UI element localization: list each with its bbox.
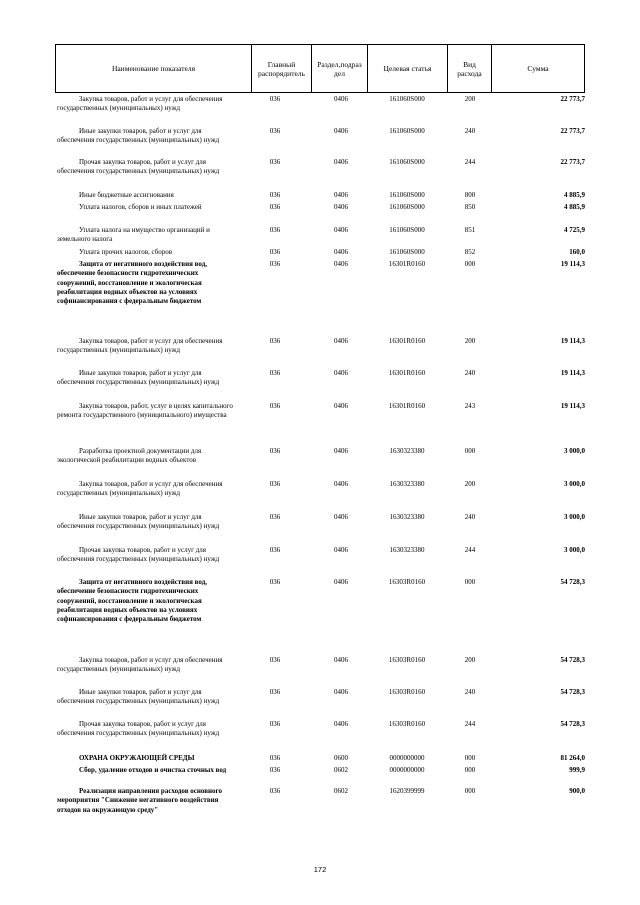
row-glavny: 036 [269, 248, 281, 256]
row-razdel: 0406 [334, 226, 348, 234]
table-header [55, 44, 585, 93]
row-sum: 3 000,0 [564, 546, 585, 554]
row-vid: 000 [464, 754, 476, 762]
row-razdel: 0406 [334, 203, 348, 211]
row-vid: 000 [464, 787, 476, 795]
row-vid: 000 [464, 578, 476, 586]
header-vid: Вид расхода [448, 45, 492, 92]
row-name: Прочая закупка товаров, работ и услуг для обеспечения государственных (муниципальных) нужд [57, 546, 220, 564]
row-vid: 244 [464, 546, 476, 554]
row-razdel: 0406 [334, 720, 348, 728]
row-target: 161060S000 [389, 203, 425, 211]
row-vid: 200 [464, 95, 476, 103]
row-glavny: 036 [269, 766, 281, 774]
row-vid: 000 [464, 447, 476, 455]
row-razdel: 0406 [334, 656, 348, 664]
row-target: 1630323380 [389, 480, 425, 488]
row-sum: 4 725,9 [564, 226, 585, 234]
row-glavny: 036 [269, 720, 281, 728]
row-glavny: 036 [269, 158, 281, 166]
row-sum: 999,9 [569, 766, 585, 774]
row-glavny: 036 [269, 480, 281, 488]
row-sum: 19 114,3 [560, 369, 585, 377]
row-name: Иные закупки товаров, работ и услуг для обеспечения государственных (муниципальных) нужд [57, 688, 220, 706]
row-name: Закупка товаров, работ и услуг для обеспечения государственных (муниципальных) нужд [57, 480, 223, 498]
row-sum: 22 773,7 [560, 127, 585, 135]
row-name: Закупка товаров, работ и услуг для обеспечения государственных (муниципальных) нужд [57, 95, 223, 113]
row-vid: 200 [464, 656, 476, 664]
row-name: Уплата налогов, сборов и иных платежей [79, 203, 202, 211]
row-target: 161060S000 [389, 95, 425, 103]
row-glavny: 036 [269, 402, 281, 410]
row-razdel: 0602 [334, 766, 348, 774]
row-vid: 000 [464, 766, 476, 774]
row-glavny: 036 [269, 337, 281, 345]
row-vid: 240 [464, 369, 476, 377]
row-target: 16301R0160 [388, 402, 426, 410]
row-name: Защита от негативного воздействия вод, обеспечение безопасности гидротехнических сооружений, восстановление и экологическая реабилитация водных объектов на условиях софинансирования с федеральным бюджетом [57, 578, 208, 624]
header-name: Наименование показателя [56, 45, 252, 92]
row-vid: 852 [464, 248, 476, 256]
row-name: Закупка товаров, работ и услуг для обеспечения государственных (муниципальных) нужд [57, 656, 223, 674]
row-target: 1630323380 [389, 447, 425, 455]
row-glavny: 036 [269, 369, 281, 377]
row-sum: 900,0 [569, 787, 585, 795]
row-target: 0000000000 [389, 766, 425, 774]
row-glavny: 036 [269, 203, 281, 211]
row-target: 16301R0160 [388, 337, 426, 345]
row-target: 161060S000 [389, 127, 425, 135]
row-target: 161060S000 [389, 248, 425, 256]
row-razdel: 0406 [334, 248, 348, 256]
row-razdel: 0406 [334, 578, 348, 586]
row-sum: 54 728,3 [560, 688, 585, 696]
row-glavny: 036 [269, 513, 281, 521]
row-sum: 3 000,0 [564, 513, 585, 521]
row-vid: 240 [464, 127, 476, 135]
row-sum: 160,0 [569, 248, 585, 256]
row-glavny: 036 [269, 787, 281, 795]
row-name: Уплата прочих налогов, сборов [79, 248, 173, 256]
row-target: 16303R0160 [388, 656, 426, 664]
row-razdel: 0406 [334, 480, 348, 488]
row-glavny: 036 [269, 546, 281, 554]
header-glavny: Главный распорядитель [252, 45, 312, 92]
row-razdel: 0406 [334, 402, 348, 410]
row-target: 16303R0160 [388, 688, 426, 696]
row-vid: 240 [464, 513, 476, 521]
row-sum: 19 114,3 [560, 402, 585, 410]
row-razdel: 0406 [334, 95, 348, 103]
row-vid: 244 [464, 158, 476, 166]
row-razdel: 0406 [334, 191, 348, 199]
row-vid: 851 [464, 226, 476, 234]
row-sum: 19 114,3 [560, 337, 585, 345]
row-sum: 3 000,0 [564, 447, 585, 455]
row-name: Иные закупки товаров, работ и услуг для обеспечения государственных (муниципальных) нужд [57, 127, 220, 145]
row-glavny: 036 [269, 447, 281, 455]
row-target: 1630323380 [389, 513, 425, 521]
row-razdel: 0406 [334, 369, 348, 377]
row-glavny: 036 [269, 656, 281, 664]
row-target: 1620399999 [389, 787, 425, 795]
row-razdel: 0406 [334, 127, 348, 135]
row-razdel: 0406 [334, 513, 348, 521]
row-vid: 240 [464, 688, 476, 696]
row-name: Закупка товаров, работ, услуг в целях капитального ремонта государственного (муниципального) имущества [57, 402, 233, 420]
row-vid: 200 [464, 337, 476, 345]
row-name: Иные закупки товаров, работ и услуг для обеспечения государственных (муниципальных) нужд [57, 513, 220, 531]
row-glavny: 036 [269, 226, 281, 234]
row-glavny: 036 [269, 754, 281, 762]
row-sum: 22 773,7 [560, 158, 585, 166]
row-sum: 3 000,0 [564, 480, 585, 488]
row-target: 0000000000 [389, 754, 425, 762]
page-number: 172 [313, 865, 327, 874]
row-vid: 800 [464, 191, 476, 199]
row-target: 16301R0160 [388, 260, 426, 268]
row-glavny: 036 [269, 578, 281, 586]
row-vid: 244 [464, 720, 476, 728]
header-razdel: Раздел,подраз дел [312, 45, 368, 92]
row-sum: 4 885,9 [564, 203, 585, 211]
row-sum: 19 114,3 [560, 260, 585, 268]
row-sum: 81 264,0 [560, 754, 585, 762]
row-glavny: 036 [269, 191, 281, 199]
row-target: 16303R0160 [388, 578, 426, 586]
row-name: ОХРАНА ОКРУЖАЮЩЕЙ СРЕДЫ [79, 754, 195, 762]
row-name: Прочая закупка товаров, работ и услуг для обеспечения государственных (муниципальных) нужд [57, 158, 220, 176]
row-name: Прочая закупка товаров, работ и услуг для обеспечения государственных (муниципальных) нужд [57, 720, 220, 738]
row-razdel: 0406 [334, 260, 348, 268]
row-name: Закупка товаров, работ и услуг для обеспечения государственных (муниципальных) нужд [57, 337, 223, 355]
row-glavny: 036 [269, 260, 281, 268]
row-name: Иные бюджетные ассигнования [79, 191, 174, 199]
row-vid: 243 [464, 402, 476, 410]
row-target: 161060S000 [389, 191, 425, 199]
row-razdel: 0406 [334, 158, 348, 166]
row-target: 16303R0160 [388, 720, 426, 728]
row-glavny: 036 [269, 95, 281, 103]
row-razdel: 0602 [334, 787, 348, 795]
row-name: Сбор, удаление отходов и очистка сточных вод [79, 766, 227, 774]
row-name: Уплата налога на имущество организаций и земельного налога [57, 226, 210, 244]
row-razdel: 0406 [334, 688, 348, 696]
row-glavny: 036 [269, 688, 281, 696]
row-razdel: 0406 [334, 447, 348, 455]
row-target: 161060S000 [389, 158, 425, 166]
row-target: 161060S000 [389, 226, 425, 234]
row-sum: 54 728,3 [560, 656, 585, 664]
row-sum: 54 728,3 [560, 578, 585, 586]
row-sum: 54 728,3 [560, 720, 585, 728]
row-name: Иные закупки товаров, работ и услуг для обеспечения государственных (муниципальных) нужд [57, 369, 220, 387]
row-name: Реализация направления расходов основного мероприятия "Снижение негативного воздействия отходов на окружающую среду" [57, 787, 223, 814]
row-target: 1630323380 [389, 546, 425, 554]
header-target: Целевая статья [368, 45, 448, 92]
row-target: 16301R0160 [388, 369, 426, 377]
row-glavny: 036 [269, 127, 281, 135]
row-sum: 4 885,9 [564, 191, 585, 199]
row-razdel: 0406 [334, 546, 348, 554]
row-name: Разработка проектной документации для экологической реабилитации водных объектов [57, 447, 202, 465]
row-razdel: 0406 [334, 337, 348, 345]
row-sum: 22 773,7 [560, 95, 585, 103]
header-sum: Сумма [527, 64, 549, 73]
row-vid: 850 [464, 203, 476, 211]
row-razdel: 0600 [334, 754, 348, 762]
row-name: Защита от негативного воздействия вод, обеспечение безопасности гидротехнических сооружений, восстановление и экологическая реабилитация водных объектов на условиях софинансирования с федеральным бюджетом [57, 260, 208, 306]
row-vid: 000 [464, 260, 476, 268]
row-vid: 200 [464, 480, 476, 488]
